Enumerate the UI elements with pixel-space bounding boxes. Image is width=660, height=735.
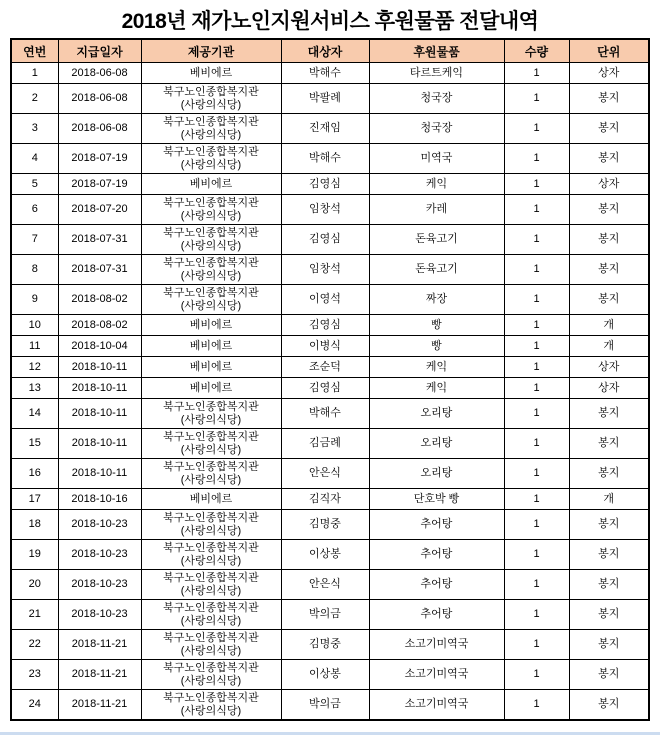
- cell-no: 7: [11, 225, 58, 255]
- cell-org: [141, 429, 281, 459]
- cell-qty: 1: [504, 510, 569, 540]
- cell-unit: 봉지: [569, 144, 649, 174]
- cell-item: 추어탕: [369, 600, 504, 630]
- org-name: 베비에르: [189, 318, 233, 331]
- cell-no: 9: [11, 285, 58, 315]
- cell-item: 케익: [369, 357, 504, 378]
- donation-table: [10, 38, 650, 721]
- org-subname: (사랑의식당): [180, 209, 242, 222]
- cell-date: 2018-11-21: [58, 630, 141, 660]
- table-row: [11, 225, 649, 255]
- cell-target: 김영심: [281, 378, 369, 399]
- org-subname: (사랑의식당): [180, 299, 242, 312]
- org-name: 북구노인종합복지관: [163, 286, 259, 299]
- cell-qty: 1: [504, 690, 569, 721]
- cell-qty: 1: [504, 84, 569, 114]
- cell-org: [141, 315, 281, 336]
- org-name: 북구노인종합복지관: [163, 115, 259, 128]
- cell-org: [141, 357, 281, 378]
- cell-unit: 봉지: [569, 195, 649, 225]
- cell-target: 김영심: [281, 225, 369, 255]
- cell-unit: 봉지: [569, 225, 649, 255]
- table-row: [11, 660, 649, 690]
- cell-qty: 1: [504, 660, 569, 690]
- org-name: 북구노인종합복지관: [163, 196, 259, 209]
- cell-target: 이상봉: [281, 660, 369, 690]
- cell-no: 24: [11, 690, 58, 721]
- org-subname: (사랑의식당): [180, 98, 242, 111]
- table-row: [11, 285, 649, 315]
- org-name: 베비에르: [189, 492, 233, 505]
- cell-org: [141, 255, 281, 285]
- org-subname: (사랑의식당): [180, 269, 242, 282]
- cell-target: 박의금: [281, 600, 369, 630]
- cell-target: 박해수: [281, 63, 369, 84]
- cell-org: [141, 63, 281, 84]
- cell-no: 20: [11, 570, 58, 600]
- cell-item: 추어탕: [369, 570, 504, 600]
- cell-item: 돈육고기: [369, 225, 504, 255]
- cell-item: 추어탕: [369, 510, 504, 540]
- table-row: [11, 315, 649, 336]
- cell-unit: 봉지: [569, 429, 649, 459]
- cell-unit: 봉지: [569, 285, 649, 315]
- org-name: 북구노인종합복지관: [163, 430, 259, 443]
- cell-item: 돈육고기: [369, 255, 504, 285]
- cell-date: 2018-10-23: [58, 570, 141, 600]
- cell-item: 청국장: [369, 84, 504, 114]
- cell-org: [141, 459, 281, 489]
- table-row: [11, 600, 649, 630]
- cell-no: 3: [11, 114, 58, 144]
- cell-unit: 봉지: [569, 255, 649, 285]
- cell-unit: 상자: [569, 174, 649, 195]
- table-row: [11, 540, 649, 570]
- cell-target: 김명중: [281, 630, 369, 660]
- org-name: 북구노인종합복지관: [163, 691, 259, 704]
- cell-target: 박팔례: [281, 84, 369, 114]
- cell-target: 이상봉: [281, 540, 369, 570]
- table-row: [11, 336, 649, 357]
- cell-target: 안은식: [281, 570, 369, 600]
- cell-date: 2018-11-21: [58, 690, 141, 721]
- table-row: [11, 399, 649, 429]
- cell-target: 김금례: [281, 429, 369, 459]
- column-header-unit: 단위: [569, 39, 649, 63]
- cell-target: 조순덕: [281, 357, 369, 378]
- cell-item: 소고기미역국: [369, 690, 504, 721]
- cell-item: 청국장: [369, 114, 504, 144]
- cell-no: 13: [11, 378, 58, 399]
- cell-org: [141, 600, 281, 630]
- column-header-org: 제공기관: [141, 39, 281, 63]
- cell-target: 박해수: [281, 399, 369, 429]
- org-subname: (사랑의식당): [180, 584, 242, 597]
- cell-qty: 1: [504, 489, 569, 510]
- cell-qty: 1: [504, 144, 569, 174]
- table-row: [11, 255, 649, 285]
- org-subname: (사랑의식당): [180, 614, 242, 627]
- table-row: [11, 459, 649, 489]
- table-row: [11, 195, 649, 225]
- cell-org: [141, 399, 281, 429]
- cell-qty: 1: [504, 570, 569, 600]
- org-name: 베비에르: [189, 339, 233, 352]
- org-name: 북구노인종합복지관: [163, 631, 259, 644]
- table-row: [11, 378, 649, 399]
- cell-org: [141, 84, 281, 114]
- cell-org: [141, 174, 281, 195]
- org-subname: (사랑의식당): [180, 413, 242, 426]
- cell-date: 2018-07-20: [58, 195, 141, 225]
- cell-no: 2: [11, 84, 58, 114]
- column-header-item: 후원물품: [369, 39, 504, 63]
- cell-no: 6: [11, 195, 58, 225]
- cell-no: 4: [11, 144, 58, 174]
- table-row: [11, 174, 649, 195]
- cell-qty: 1: [504, 195, 569, 225]
- cell-target: 박의금: [281, 690, 369, 721]
- cell-target: 김영심: [281, 315, 369, 336]
- cell-item: 케익: [369, 378, 504, 399]
- cell-target: 안은식: [281, 459, 369, 489]
- cell-date: 2018-07-19: [58, 144, 141, 174]
- table-row: [11, 429, 649, 459]
- cell-date: 2018-08-02: [58, 285, 141, 315]
- cell-date: 2018-07-31: [58, 255, 141, 285]
- org-name: 북구노인종합복지관: [163, 400, 259, 413]
- column-header-target: 대상자: [281, 39, 369, 63]
- cell-org: [141, 510, 281, 540]
- cell-target: 김명중: [281, 510, 369, 540]
- cell-no: 17: [11, 489, 58, 510]
- table-row: [11, 84, 649, 114]
- column-header-no: 연번: [11, 39, 58, 63]
- org-subname: (사랑의식당): [180, 704, 242, 717]
- cell-date: 2018-10-23: [58, 510, 141, 540]
- cell-date: 2018-10-11: [58, 429, 141, 459]
- cell-org: [141, 489, 281, 510]
- cell-unit: 봉지: [569, 660, 649, 690]
- table-row: [11, 570, 649, 600]
- cell-qty: 1: [504, 378, 569, 399]
- cell-org: [141, 285, 281, 315]
- cell-no: 18: [11, 510, 58, 540]
- cell-no: 15: [11, 429, 58, 459]
- cell-unit: 상자: [569, 63, 649, 84]
- cell-unit: 봉지: [569, 84, 649, 114]
- cell-item: 타르트케익: [369, 63, 504, 84]
- cell-org: [141, 114, 281, 144]
- cell-qty: 1: [504, 114, 569, 144]
- org-subname: (사랑의식당): [180, 524, 242, 537]
- org-name: 베비에르: [189, 360, 233, 373]
- cell-qty: 1: [504, 336, 569, 357]
- cell-target: 박해수: [281, 144, 369, 174]
- cell-item: 카레: [369, 195, 504, 225]
- org-subname: (사랑의식당): [180, 239, 242, 252]
- org-name: 북구노인종합복지관: [163, 571, 259, 584]
- table-row: [11, 357, 649, 378]
- cell-date: 2018-10-11: [58, 357, 141, 378]
- column-header-date: 지급일자: [58, 39, 141, 63]
- cell-no: 21: [11, 600, 58, 630]
- cell-date: 2018-06-08: [58, 114, 141, 144]
- cell-target: 김직자: [281, 489, 369, 510]
- page: [0, 5, 660, 721]
- cell-item: 단호박 빵: [369, 489, 504, 510]
- cell-date: 2018-07-19: [58, 174, 141, 195]
- org-subname: (사랑의식당): [180, 644, 242, 657]
- org-name: 베비에르: [189, 381, 233, 394]
- cell-date: 2018-08-02: [58, 315, 141, 336]
- cell-item: 추어탕: [369, 540, 504, 570]
- cell-target: 이병식: [281, 336, 369, 357]
- cell-item: 미역국: [369, 144, 504, 174]
- cell-qty: 1: [504, 174, 569, 195]
- cell-no: 5: [11, 174, 58, 195]
- cell-target: 임창석: [281, 255, 369, 285]
- cell-qty: 1: [504, 315, 569, 336]
- cell-org: [141, 630, 281, 660]
- org-name: 북구노인종합복지관: [163, 661, 259, 674]
- org-subname: (사랑의식당): [180, 128, 242, 141]
- cell-target: 임창석: [281, 195, 369, 225]
- table-row: [11, 144, 649, 174]
- cell-item: 케익: [369, 174, 504, 195]
- cell-no: 12: [11, 357, 58, 378]
- cell-date: 2018-10-16: [58, 489, 141, 510]
- cell-unit: 개: [569, 336, 649, 357]
- cell-no: 14: [11, 399, 58, 429]
- cell-qty: 1: [504, 399, 569, 429]
- cell-unit: 봉지: [569, 630, 649, 660]
- cell-qty: 1: [504, 630, 569, 660]
- cell-org: [141, 195, 281, 225]
- cell-qty: 1: [504, 540, 569, 570]
- org-name: 북구노인종합복지관: [163, 460, 259, 473]
- cell-no: 22: [11, 630, 58, 660]
- cell-unit: 개: [569, 315, 649, 336]
- cell-item: 소고기미역국: [369, 630, 504, 660]
- cell-no: 16: [11, 459, 58, 489]
- cell-date: 2018-06-08: [58, 84, 141, 114]
- cell-unit: 봉지: [569, 600, 649, 630]
- table-row: [11, 510, 649, 540]
- org-name: 북구노인종합복지관: [163, 601, 259, 614]
- cell-target: 이영석: [281, 285, 369, 315]
- cell-no: 1: [11, 63, 58, 84]
- org-subname: (사랑의식당): [180, 473, 242, 486]
- cell-unit: 상자: [569, 378, 649, 399]
- donation-table-body: [11, 63, 649, 721]
- cell-org: [141, 378, 281, 399]
- cell-unit: 봉지: [569, 399, 649, 429]
- cell-unit: 봉지: [569, 570, 649, 600]
- cell-unit: 봉지: [569, 690, 649, 721]
- cell-date: 2018-10-11: [58, 399, 141, 429]
- cell-date: 2018-10-23: [58, 600, 141, 630]
- cell-no: 19: [11, 540, 58, 570]
- cell-item: 오리탕: [369, 429, 504, 459]
- cell-item: 빵: [369, 336, 504, 357]
- cell-target: 진재임: [281, 114, 369, 144]
- cell-date: 2018-07-31: [58, 225, 141, 255]
- cell-no: 8: [11, 255, 58, 285]
- cell-org: [141, 570, 281, 600]
- cell-item: 소고기미역국: [369, 660, 504, 690]
- org-name: 북구노인종합복지관: [163, 511, 259, 524]
- table-row: [11, 630, 649, 660]
- cell-qty: 1: [504, 600, 569, 630]
- cell-no: 23: [11, 660, 58, 690]
- table-row: [11, 489, 649, 510]
- header-row: [11, 39, 649, 63]
- column-header-qty: 수량: [504, 39, 569, 63]
- cell-item: 오리탕: [369, 459, 504, 489]
- cell-date: 2018-06-08: [58, 63, 141, 84]
- cell-date: 2018-10-11: [58, 459, 141, 489]
- cell-org: [141, 225, 281, 255]
- cell-unit: 봉지: [569, 459, 649, 489]
- cell-org: [141, 336, 281, 357]
- cell-qty: 1: [504, 429, 569, 459]
- table-row: [11, 690, 649, 721]
- cell-item: 빵: [369, 315, 504, 336]
- cell-date: 2018-11-21: [58, 660, 141, 690]
- cell-no: 10: [11, 315, 58, 336]
- cell-date: 2018-10-23: [58, 540, 141, 570]
- cell-qty: 1: [504, 459, 569, 489]
- org-name: 북구노인종합복지관: [163, 541, 259, 554]
- org-subname: (사랑의식당): [180, 554, 242, 567]
- table-row: [11, 63, 649, 84]
- org-name: 베비에르: [189, 177, 233, 190]
- org-subname: (사랑의식당): [180, 674, 242, 687]
- org-name: 북구노인종합복지관: [163, 256, 259, 269]
- cell-org: [141, 690, 281, 721]
- cell-no: 11: [11, 336, 58, 357]
- cell-qty: 1: [504, 255, 569, 285]
- cell-qty: 1: [504, 63, 569, 84]
- org-name: 베비에르: [189, 66, 233, 79]
- cell-item: 짜장: [369, 285, 504, 315]
- cell-unit: 봉지: [569, 540, 649, 570]
- cell-org: [141, 144, 281, 174]
- cell-unit: 봉지: [569, 114, 649, 144]
- org-name: 북구노인종합복지관: [163, 226, 259, 239]
- cell-unit: 상자: [569, 357, 649, 378]
- org-subname: (사랑의식당): [180, 158, 242, 171]
- cell-org: [141, 540, 281, 570]
- cell-date: 2018-10-11: [58, 378, 141, 399]
- org-subname: (사랑의식당): [180, 443, 242, 456]
- org-name: 북구노인종합복지관: [163, 145, 259, 158]
- org-name: 북구노인종합복지관: [163, 85, 259, 98]
- cell-unit: 개: [569, 489, 649, 510]
- page-title: 2018년 재가노인지원서비스 후원물품 전달내역: [121, 10, 539, 33]
- cell-item: 오리탕: [369, 399, 504, 429]
- cell-target: 김영심: [281, 174, 369, 195]
- cell-date: 2018-10-04: [58, 336, 141, 357]
- cell-qty: 1: [504, 225, 569, 255]
- cell-unit: 봉지: [569, 510, 649, 540]
- table-row: [11, 114, 649, 144]
- cell-org: [141, 660, 281, 690]
- cell-qty: 1: [504, 357, 569, 378]
- cell-qty: 1: [504, 285, 569, 315]
